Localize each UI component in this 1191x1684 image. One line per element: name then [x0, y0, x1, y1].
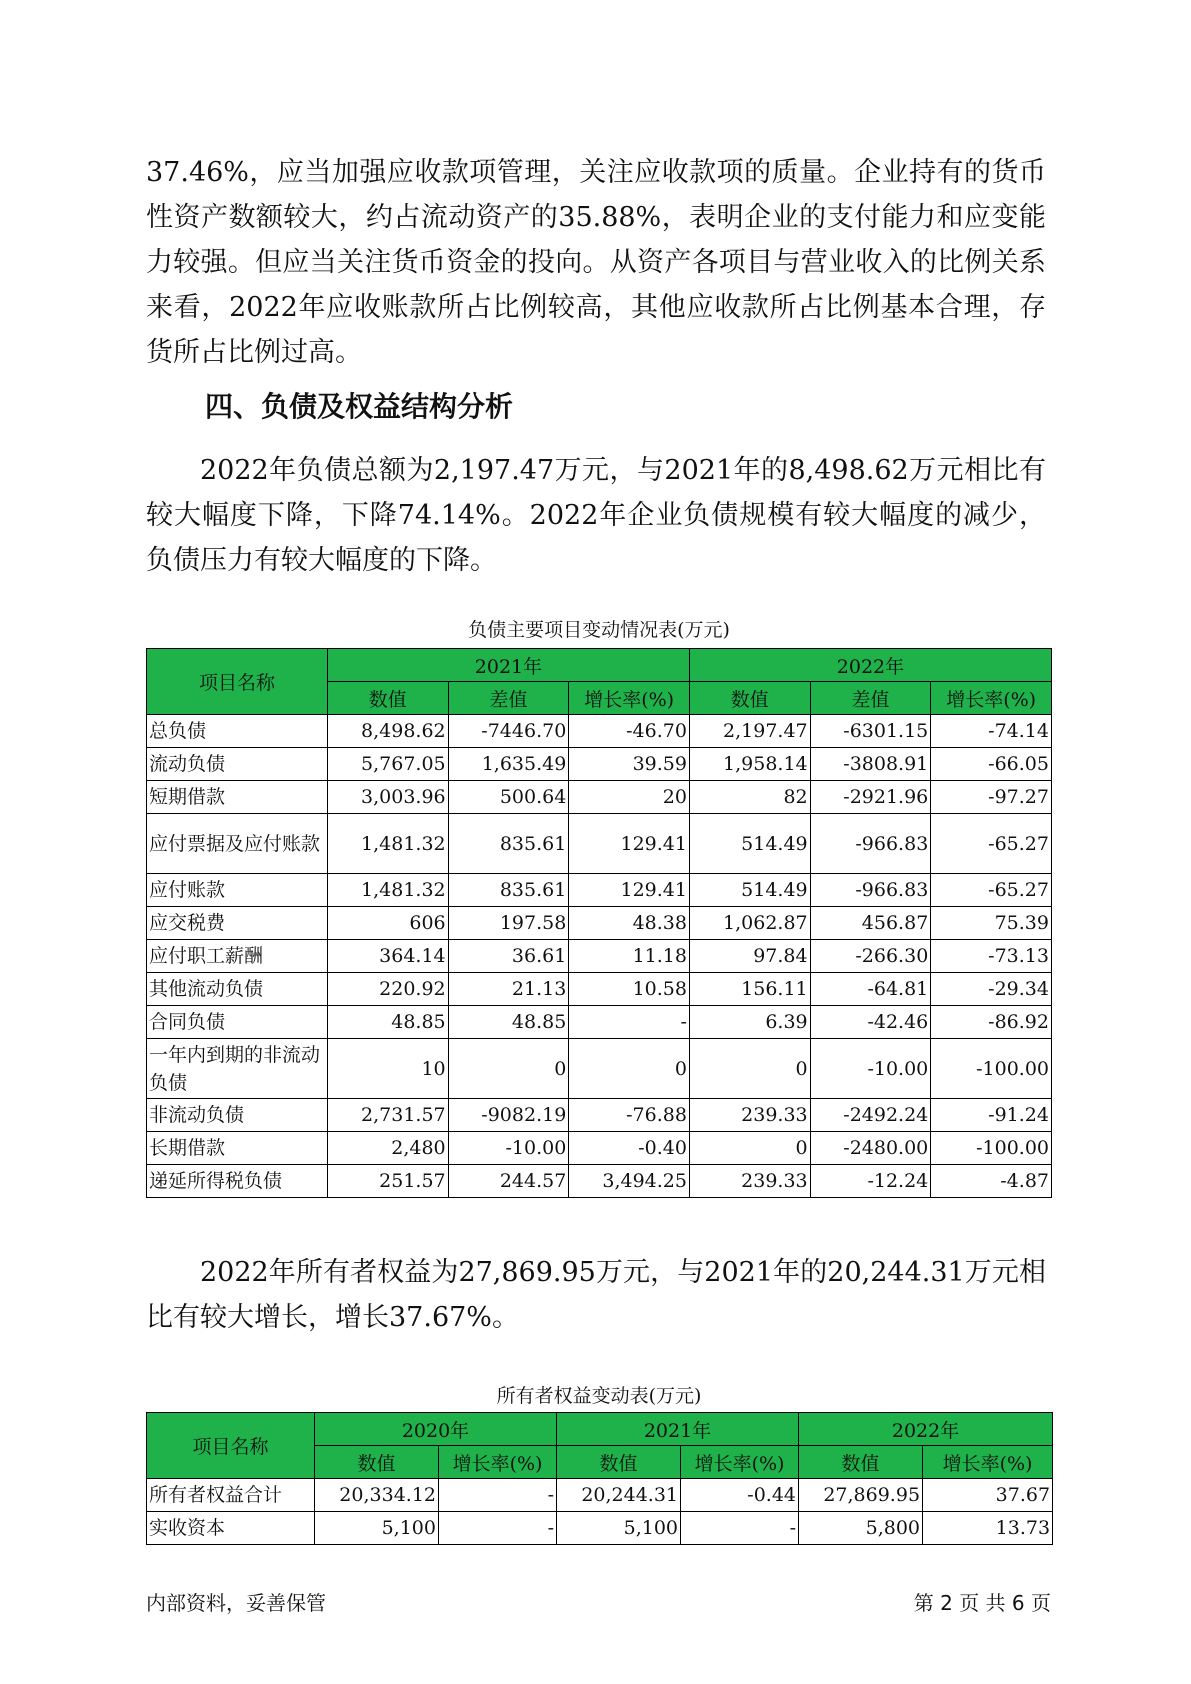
- cell-diff-2022: -966.83: [810, 874, 931, 907]
- cell-rate-2021: 11.18: [569, 940, 690, 973]
- row-name: 短期借款: [147, 781, 328, 814]
- header-year-2022: 2022年: [799, 1413, 1053, 1446]
- cell-rate-2021: 39.59: [569, 748, 690, 781]
- table-row: [147, 874, 1052, 907]
- cell-diff-2021: 500.64: [448, 781, 569, 814]
- cell-value-2022: 1,062.87: [689, 907, 810, 940]
- cell-diff-2022: -64.81: [810, 973, 931, 1006]
- cell-value-2021: 8,498.62: [327, 715, 448, 748]
- header-value: 数值: [799, 1446, 923, 1479]
- cell-value-2022: 0: [689, 1132, 810, 1165]
- liability-table: [146, 648, 1052, 1198]
- table-row: [147, 1132, 1052, 1165]
- cell-rate-2022: -86.92: [931, 1006, 1052, 1039]
- cell-rate-2022: -91.24: [931, 1099, 1052, 1132]
- cell-diff-2022: -966.83: [810, 814, 931, 874]
- cell-rate-2022: 75.39: [931, 907, 1052, 940]
- cell-diff-2021: 0: [448, 1039, 569, 1099]
- header-year-2022: 2022年: [689, 649, 1051, 682]
- cell-rate-2021: -: [569, 1006, 690, 1039]
- cell-rate-2021: 129.41: [569, 874, 690, 907]
- row-name: 应交税费: [147, 907, 328, 940]
- cell-value-2021: 1,481.32: [327, 814, 448, 874]
- cell-value-2022: 2,197.47: [689, 715, 810, 748]
- cell-diff-2022: -266.30: [810, 940, 931, 973]
- row-name: 长期借款: [147, 1132, 328, 1165]
- cell-rate-2022: -65.27: [931, 874, 1052, 907]
- cell-value-2022: 82: [689, 781, 810, 814]
- cell-value-2021: 2,480: [327, 1132, 448, 1165]
- header-diff: 差值: [448, 682, 569, 715]
- cell-rate-2022: -74.14: [931, 715, 1052, 748]
- cell-value-2021: 5,100: [557, 1512, 681, 1545]
- header-value: 数值: [327, 682, 448, 715]
- table-row: [147, 907, 1052, 940]
- cell-diff-2021: 21.13: [448, 973, 569, 1006]
- cell-rate-2021: -: [681, 1512, 799, 1545]
- cell-value-2022: 6.39: [689, 1006, 810, 1039]
- cell-diff-2022: -3808.91: [810, 748, 931, 781]
- cell-rate-2021: 129.41: [569, 814, 690, 874]
- cell-diff-2022: -2480.00: [810, 1132, 931, 1165]
- row-name: 一年内到期的非流动负债: [147, 1039, 328, 1099]
- row-name: 所有者权益合计: [147, 1479, 315, 1512]
- cell-value-2022: 239.33: [689, 1099, 810, 1132]
- header-rate: 增长率(%): [931, 682, 1052, 715]
- table-row: [147, 1479, 1053, 1512]
- cell-rate-2021: -46.70: [569, 715, 690, 748]
- cell-rate-2020: -: [439, 1479, 557, 1512]
- paragraph-asset-analysis: 37.46%，应当加强应收款项管理，关注应收款项的质量。企业持有的货币性资产数额较大，约占流动资产的35.88%，表明企业的支付能力和应变能力较强。但应当关注货币资金的投向。从资产各项目与营业收入的比例关系来看，2022年应收账款所占比例较高，其他应收款所占比例基本合理，存货所占比例过高。: [146, 157, 1046, 368]
- cell-value-2022: 5,800: [799, 1512, 923, 1545]
- header-rate: 增长率(%): [923, 1446, 1053, 1479]
- section-heading: 四、负债及权益结构分析: [205, 390, 514, 423]
- header-diff: 差值: [810, 682, 931, 715]
- cell-rate-2021: -0.40: [569, 1132, 690, 1165]
- cell-rate-2022: -65.27: [931, 814, 1052, 874]
- table-row: [147, 1165, 1052, 1198]
- row-name: 总负债: [147, 715, 328, 748]
- row-name: 流动负债: [147, 748, 328, 781]
- cell-rate-2022: -29.34: [931, 973, 1052, 1006]
- cell-value-2021: 5,767.05: [327, 748, 448, 781]
- row-name: 合同负债: [147, 1006, 328, 1039]
- cell-rate-2022: -73.13: [931, 940, 1052, 973]
- row-name: 其他流动负债: [147, 973, 328, 1006]
- cell-value-2021: 48.85: [327, 1006, 448, 1039]
- paragraph-equity-summary: 2022年所有者权益为27,869.95万元，与2021年的20,244.31万元相比有较大增长，增长37.67%。: [146, 1257, 1046, 1333]
- cell-diff-2021: 835.61: [448, 814, 569, 874]
- row-name: 应付票据及应付账款: [147, 814, 328, 874]
- cell-rate-2022: -97.27: [931, 781, 1052, 814]
- cell-rate-2021: 3,494.25: [569, 1165, 690, 1198]
- header-year-2020: 2020年: [315, 1413, 557, 1446]
- cell-diff-2022: -2492.24: [810, 1099, 931, 1132]
- cell-rate-2021: -76.88: [569, 1099, 690, 1132]
- cell-diff-2021: 197.58: [448, 907, 569, 940]
- table-row: [147, 715, 1052, 748]
- cell-rate-2022: -4.87: [931, 1165, 1052, 1198]
- equity-table-caption: 所有者权益变动表(万元): [496, 1385, 702, 1407]
- cell-diff-2022: -6301.15: [810, 715, 931, 748]
- table-row: [147, 1039, 1052, 1099]
- header-rate: 增长率(%): [681, 1446, 799, 1479]
- cell-value-2021: 20,244.31: [557, 1479, 681, 1512]
- cell-value-2021: 1,481.32: [327, 874, 448, 907]
- paragraph-liability-summary: 2022年负债总额为2,197.47万元，与2021年的8,498.62万元相比有较大幅度下降，下降74.14%。2022年企业负债规模有较大幅度的减少，负债压力有较大幅度的下降。: [146, 455, 1046, 576]
- table-row: [147, 814, 1052, 874]
- cell-value-2022: 156.11: [689, 973, 810, 1006]
- cell-value-2021: 10: [327, 1039, 448, 1099]
- row-name: 非流动负债: [147, 1099, 328, 1132]
- cell-rate-2022: 37.67: [923, 1479, 1053, 1512]
- cell-diff-2021: -7446.70: [448, 715, 569, 748]
- cell-diff-2022: -42.46: [810, 1006, 931, 1039]
- cell-rate-2020: -: [439, 1512, 557, 1545]
- cell-diff-2021: 36.61: [448, 940, 569, 973]
- header-value: 数值: [689, 682, 810, 715]
- row-name: 实收资本: [147, 1512, 315, 1545]
- cell-rate-2021: 20: [569, 781, 690, 814]
- header-value: 数值: [557, 1446, 681, 1479]
- cell-rate-2021: 48.38: [569, 907, 690, 940]
- cell-value-2022: 97.84: [689, 940, 810, 973]
- cell-value-2021: 606: [327, 907, 448, 940]
- cell-value-2022: 27,869.95: [799, 1479, 923, 1512]
- row-name: 应付职工薪酬: [147, 940, 328, 973]
- cell-rate-2021: 0: [569, 1039, 690, 1099]
- row-name: 递延所得税负债: [147, 1165, 328, 1198]
- cell-diff-2021: 1,635.49: [448, 748, 569, 781]
- table-row: [147, 1006, 1052, 1039]
- cell-value-2021: 2,731.57: [327, 1099, 448, 1132]
- table-row: [147, 748, 1052, 781]
- header-year-2021: 2021年: [327, 649, 689, 682]
- table-row: [147, 1512, 1053, 1545]
- header-rate: 增长率(%): [569, 682, 690, 715]
- header-rate: 增长率(%): [439, 1446, 557, 1479]
- cell-value-2022: 0: [689, 1039, 810, 1099]
- table-row: [147, 1099, 1052, 1132]
- cell-rate-2022: -100.00: [931, 1132, 1052, 1165]
- cell-diff-2022: -10.00: [810, 1039, 931, 1099]
- cell-diff-2021: -9082.19: [448, 1099, 569, 1132]
- cell-value-2021: 364.14: [327, 940, 448, 973]
- table-row: [147, 973, 1052, 1006]
- liability-table-caption: 负债主要项目变动情况表(万元): [468, 619, 730, 641]
- cell-diff-2022: -2921.96: [810, 781, 931, 814]
- cell-diff-2022: 456.87: [810, 907, 931, 940]
- cell-value-2021: 251.57: [327, 1165, 448, 1198]
- cell-diff-2021: 48.85: [448, 1006, 569, 1039]
- table-row: [147, 940, 1052, 973]
- header-item-name: 项目名称: [147, 1413, 315, 1479]
- cell-diff-2021: -10.00: [448, 1132, 569, 1165]
- header-item-name: 项目名称: [147, 649, 328, 715]
- footer-confidential-note: 内部资料，妥善保管: [146, 1591, 326, 1615]
- cell-value-2020: 5,100: [315, 1512, 439, 1545]
- cell-value-2022: 514.49: [689, 814, 810, 874]
- cell-rate-2022: -66.05: [931, 748, 1052, 781]
- row-name: 应付账款: [147, 874, 328, 907]
- cell-rate-2022: 13.73: [923, 1512, 1053, 1545]
- table-row: [147, 781, 1052, 814]
- equity-table: [146, 1412, 1053, 1545]
- cell-value-2021: 3,003.96: [327, 781, 448, 814]
- cell-value-2021: 220.92: [327, 973, 448, 1006]
- header-value: 数值: [315, 1446, 439, 1479]
- cell-rate-2022: -100.00: [931, 1039, 1052, 1099]
- cell-diff-2021: 835.61: [448, 874, 569, 907]
- cell-diff-2021: 244.57: [448, 1165, 569, 1198]
- header-year-2021: 2021年: [557, 1413, 799, 1446]
- cell-value-2022: 1,958.14: [689, 748, 810, 781]
- cell-rate-2021: -0.44: [681, 1479, 799, 1512]
- footer-page-number: 第 2 页 共 6 页: [913, 1591, 1051, 1615]
- cell-value-2022: 239.33: [689, 1165, 810, 1198]
- cell-value-2020: 20,334.12: [315, 1479, 439, 1512]
- cell-value-2022: 514.49: [689, 874, 810, 907]
- cell-diff-2022: -12.24: [810, 1165, 931, 1198]
- cell-rate-2021: 10.58: [569, 973, 690, 1006]
